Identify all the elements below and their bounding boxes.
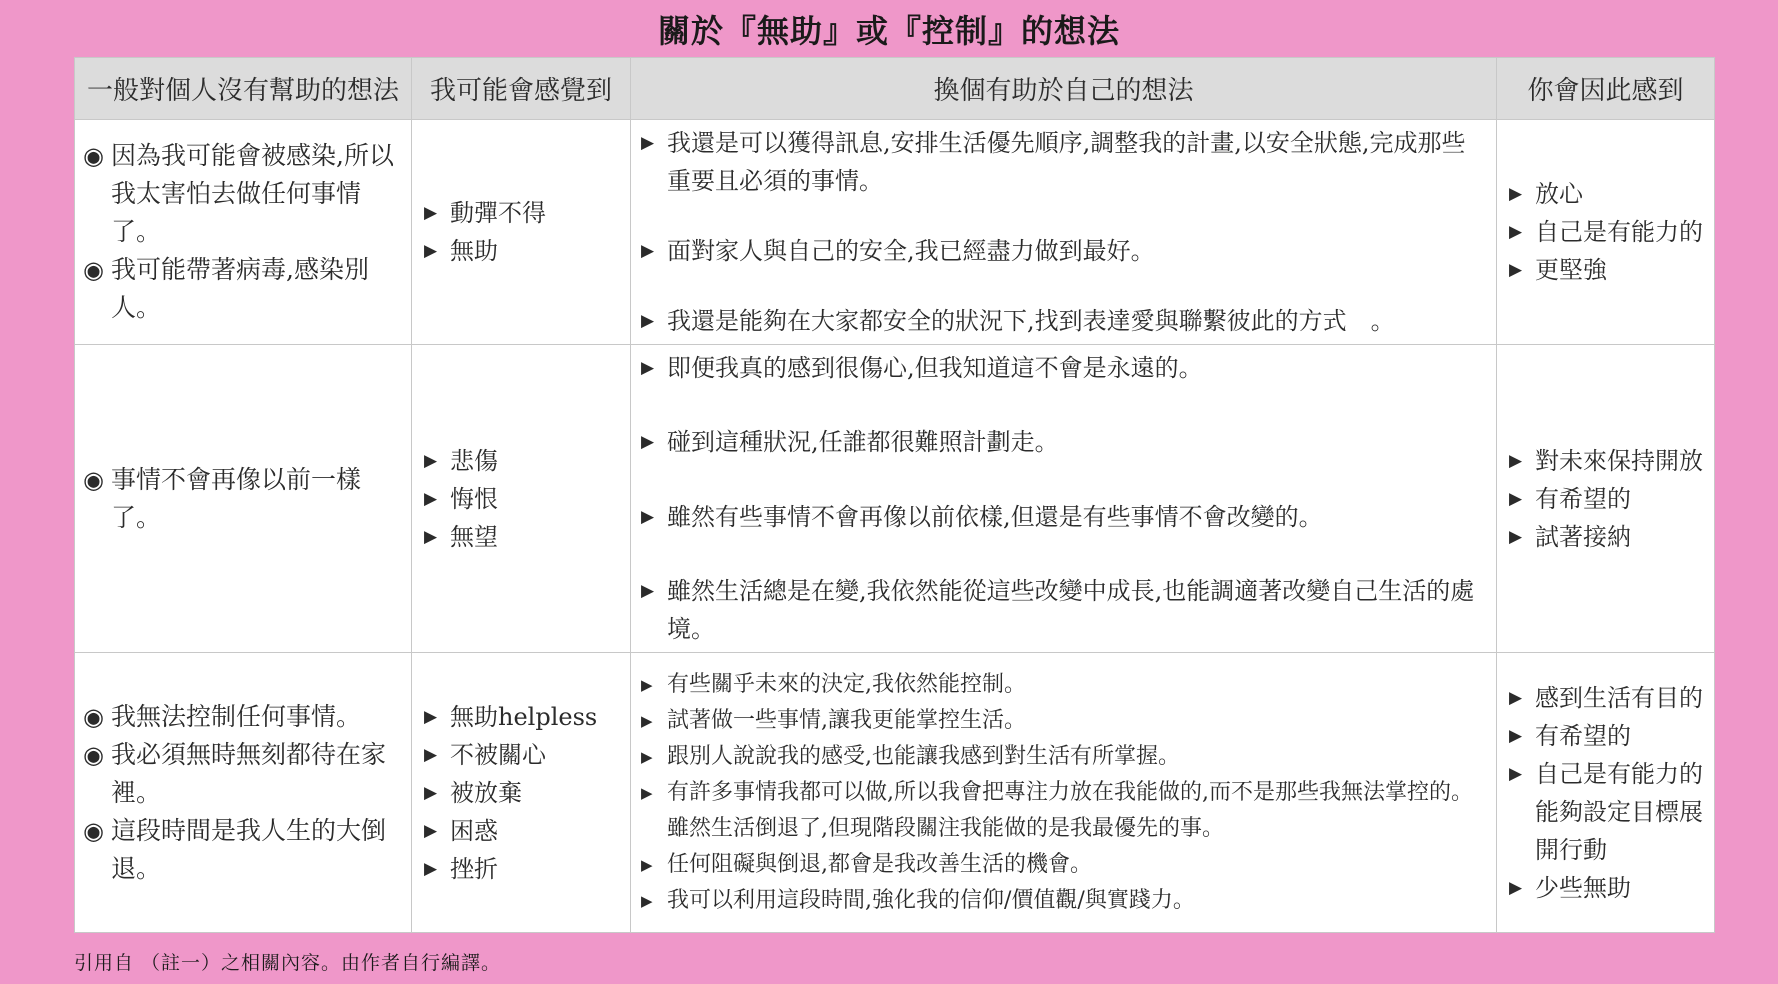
circle-dot-icon: ◉	[83, 816, 104, 845]
table-header-row	[75, 58, 1715, 120]
triangle-right-icon: ▶	[1509, 260, 1523, 280]
feeling-item: ▶ 悔恨	[424, 480, 622, 518]
alternative-item: ▶ 雖然有些事情不會再像以前依樣,但還是有些事情不會改變的。	[641, 498, 1484, 536]
triangle-right-icon: ▶	[424, 203, 438, 223]
feeling-item: ▶ 無助	[424, 232, 622, 270]
alternative-item: ▶ 任何阻礙與倒退,都會是我改善生活的機會。	[641, 847, 1484, 883]
alternatives-cell	[631, 120, 1497, 345]
header-unhelpful-thoughts: 一般對個人沒有幫助的想法	[75, 58, 412, 120]
feeling-item: ▶ 被放棄	[424, 774, 622, 812]
header-helpful-thoughts: 換個有助於自己的想法	[631, 58, 1497, 120]
alternative-item: ▶ 我可以利用這段時間,強化我的信仰/價值觀/與實踐力。	[641, 883, 1484, 919]
alternatives-cell	[631, 345, 1497, 653]
header-resulting-feelings: 你會因此感到	[1497, 58, 1715, 120]
table-row	[75, 653, 1715, 933]
circle-dot-icon: ◉	[83, 465, 104, 494]
page-title: 關於『無助』或『控制』的想法	[657, 12, 1120, 50]
alternative-item: ▶ 我還是能夠在大家都安全的狀況下,找到表達愛與聯繫彼此的方式 。	[641, 302, 1484, 340]
feeling-item: ▶ 無助helpless	[424, 698, 622, 736]
alternative-item: ▶ 面對家人與自己的安全,我已經盡力做到最好。	[641, 232, 1484, 270]
circle-dot-icon: ◉	[83, 740, 104, 769]
source-footnote: 引用自 （註一）之相關內容。由作者自行編譯。	[74, 952, 502, 974]
triangle-right-icon: ▶	[641, 133, 655, 153]
result-item: ▶ 放心	[1509, 175, 1706, 213]
triangle-right-icon: ▶	[641, 675, 653, 694]
feeling-item: ▶ 挫折	[424, 850, 622, 888]
feeling-item: ▶ 悲傷	[424, 442, 622, 480]
alternative-item: ▶ 有些關乎未來的決定,我依然能控制。	[641, 667, 1484, 703]
triangle-right-icon: ▶	[641, 747, 653, 766]
feeling-item: ▶ 困惑	[424, 812, 622, 850]
result-item: ▶ 更堅強	[1509, 251, 1706, 289]
result-item: ▶ 試著接納	[1509, 518, 1706, 556]
feelings-cell	[412, 345, 631, 653]
triangle-right-icon: ▶	[641, 711, 653, 730]
thoughts-cell	[75, 345, 412, 653]
feelings-cell	[412, 120, 631, 345]
result-item: ▶ 對未來保持開放	[1509, 442, 1706, 480]
result-item: ▶ 少些無助	[1509, 869, 1706, 907]
thought-item: ◉ 我必須無時無刻都待在家裡。	[83, 736, 403, 812]
triangle-right-icon: ▶	[641, 358, 655, 378]
alternative-item: ▶ 跟別人說說我的感受,也能讓我感到對生活有所掌握。	[641, 739, 1484, 775]
feeling-item: ▶ 無望	[424, 518, 622, 556]
thought-table	[74, 57, 1715, 933]
triangle-right-icon: ▶	[641, 506, 655, 527]
alternative-item: ▶ 雖然生活總是在變,我依然能從這些改變中成長,也能調適著改變自己生活的處境。	[641, 572, 1484, 648]
thought-item: ◉ 這段時間是我人生的大倒退。	[83, 812, 403, 888]
triangle-right-icon: ▶	[424, 858, 438, 879]
feeling-item: ▶ 不被關心	[424, 736, 622, 774]
triangle-right-icon: ▶	[641, 311, 655, 331]
result-item: ▶ 自己是有能力的能夠設定目標展開行動	[1509, 755, 1706, 869]
circle-dot-icon: ◉	[83, 142, 104, 170]
circle-dot-icon: ◉	[83, 702, 104, 731]
alternative-item: ▶ 試著做一些事情,讓我更能掌控生活。	[641, 703, 1484, 739]
triangle-right-icon: ▶	[424, 450, 438, 471]
table-row	[75, 120, 1715, 345]
alternative-item: ▶ 我還是可以獲得訊息,安排生活優先順序,調整我的計畫,以安全狀態,完成那些重要且必須的事情。	[641, 124, 1484, 200]
triangle-right-icon: ▶	[641, 855, 653, 874]
results-cell	[1497, 345, 1715, 653]
triangle-right-icon: ▶	[1509, 725, 1523, 746]
triangle-right-icon: ▶	[1509, 526, 1523, 547]
triangle-right-icon: ▶	[424, 706, 438, 727]
triangle-right-icon: ▶	[1509, 184, 1523, 204]
triangle-right-icon: ▶	[424, 820, 438, 841]
thought-item: ◉ 我可能帶著病毒,感染別人。	[83, 251, 403, 327]
triangle-right-icon: ▶	[641, 241, 655, 261]
triangle-right-icon: ▶	[641, 432, 655, 453]
triangle-right-icon: ▶	[1509, 222, 1523, 242]
triangle-right-icon: ▶	[641, 580, 655, 601]
triangle-right-icon: ▶	[424, 744, 438, 765]
alternative-item: ▶ 碰到這種狀況,任誰都很難照計劃走。	[641, 423, 1484, 461]
triangle-right-icon: ▶	[424, 241, 438, 261]
triangle-right-icon: ▶	[1509, 763, 1523, 784]
alternative-item: ▶ 有許多事情我都可以做,所以我會把專注力放在我能做的,而不是那些我無法掌控的。雖然生活倒退了,但現階段關注我能做的是我最優先的事。	[641, 775, 1484, 847]
thoughts-cell	[75, 120, 412, 345]
alternative-item: ▶ 即便我真的感到很傷心,但我知道這不會是永遠的。	[641, 349, 1484, 387]
triangle-right-icon: ▶	[424, 782, 438, 803]
triangle-right-icon: ▶	[424, 488, 438, 509]
header-possible-feelings: 我可能會感覺到	[412, 58, 631, 120]
triangle-right-icon: ▶	[1509, 687, 1523, 708]
result-item: ▶ 感到生活有目的	[1509, 679, 1706, 717]
circle-dot-icon: ◉	[83, 256, 104, 284]
thought-item: ◉ 事情不會再像以前一樣了。	[83, 461, 403, 537]
result-item: ▶ 有希望的	[1509, 717, 1706, 755]
triangle-right-icon: ▶	[641, 891, 653, 910]
result-item: ▶ 有希望的	[1509, 480, 1706, 518]
triangle-right-icon: ▶	[424, 526, 438, 547]
result-item: ▶ 自己是有能力的	[1509, 213, 1706, 251]
thoughts-cell	[75, 653, 412, 933]
feeling-item: ▶ 動彈不得	[424, 194, 622, 232]
results-cell	[1497, 120, 1715, 345]
triangle-right-icon: ▶	[1509, 877, 1523, 898]
feelings-cell	[412, 653, 631, 933]
results-cell	[1497, 653, 1715, 933]
thought-item: ◉ 因為我可能會被感染,所以我太害怕去做任何事情了。	[83, 137, 403, 251]
table-row	[75, 345, 1715, 653]
triangle-right-icon: ▶	[641, 783, 653, 802]
triangle-right-icon: ▶	[1509, 488, 1523, 509]
triangle-right-icon: ▶	[1509, 450, 1523, 471]
alternatives-cell	[631, 653, 1497, 933]
thought-item: ◉ 我無法控制任何事情。	[83, 698, 403, 736]
